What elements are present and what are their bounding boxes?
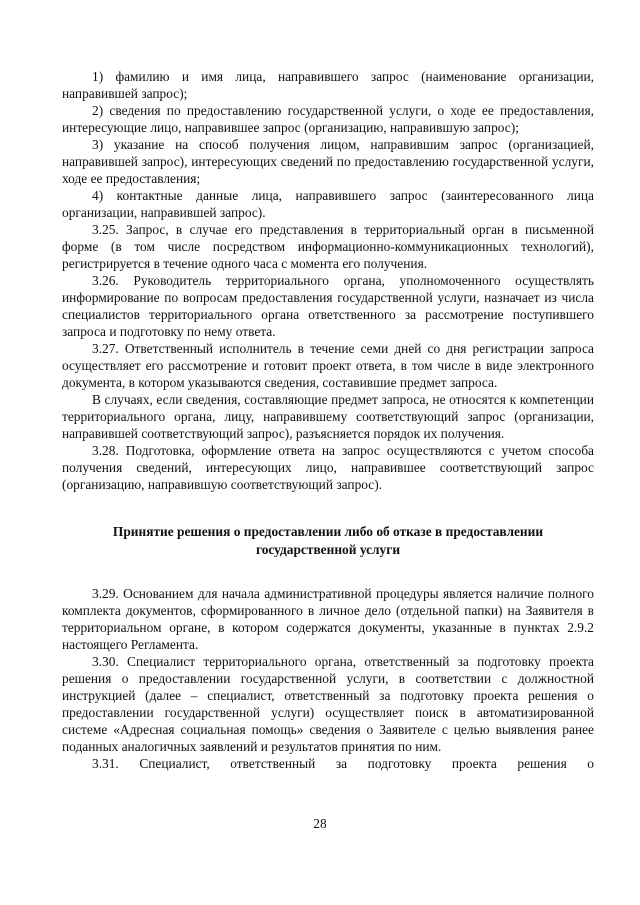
paragraph-3-30: 3.30. Специалист территориального органа, ответственный за подготовку проекта решения о предоставлении государственной услуги, в соответствии с должностной инструкцией (далее – специалист, ответственный за подготовку проекта решения о предоставлении государственной услуги) осуществляет поиск в автоматизированной системе «Адресная социальная помощь» сведения о Заявителе с целью выявления ранее поданных аналогичных заявлений и результатов принятия по ним.: [62, 654, 594, 754]
paragraph-3-31: 3.31. Специалист, ответственный за подготовку проекта решения о: [92, 756, 594, 771]
paragraph-item-3: 3) указание на способ получения лицом, направившим запрос (организацией, направившей запрос), интересующих сведений по предоставлению государственной услуги, ходе ее предоставления;: [62, 137, 594, 186]
paragraph-item-4: 4) контактные данные лица, направившего запрос (заинтересованного лица организации, направившей запрос).: [62, 188, 594, 220]
section-heading: Принятие решения о предоставлении либо об отказе в предоставлении государственной услуги: [112, 524, 544, 557]
document-page: [62, 68, 594, 772]
page-number: 28: [313, 816, 327, 831]
paragraph-3-25: 3.25. Запрос, в случае его представления в территориальный орган в письменной форме (в том числе посредством информационно-коммуникационных технологий), регистрируется в течение одного часа с момента его получения.: [62, 222, 594, 271]
paragraph-competence: В случаях, если сведения, составляющие предмет запроса, не относятся к компетенции территориального органа, лицу, направившему соответствующий запрос (организации, направившей соответствующий запрос), разъясняется порядок их получения.: [62, 392, 594, 441]
paragraph-3-27: 3.27. Ответственный исполнитель в течение семи дней со дня регистрации запроса осуществляет его рассмотрение и готовит проект ответа, в том числе в виде электронного документа, в котором указываются сведения, составившие предмет запроса.: [62, 341, 594, 390]
paragraph-item-2: 2) сведения по предоставлению государственной услуги, о ходе ее предоставления, интересующие лицо, направившее запрос (организацию, направившую запрос);: [62, 103, 594, 135]
paragraph-3-26: 3.26. Руководитель территориального органа, уполномоченного осуществлять информирование по вопросам предоставления государственной услуги, назначает из числа специалистов территориального органа ответственного за рассмотрение поступившего запроса и подготовку по нему ответа.: [62, 273, 594, 339]
paragraph-3-29: 3.29. Основанием для начала административной процедуры является наличие полного комплекта документов, сформированного в личное дело (отдельной папки) на Заявителя в территориальном органе, в котором содержатся документы, указанные в пунктах 2.9.2 настоящего Регламента.: [62, 586, 594, 652]
paragraph-item-1: 1) фамилию и имя лица, направившего запрос (наименование организации, направившей запрос);: [62, 69, 594, 101]
paragraph-3-28: 3.28. Подготовка, оформление ответа на запрос осуществляются с учетом способа получения сведений, интересующих лицо, направившее соответствующий запрос (организацию, направившую соответствующий запрос).: [62, 443, 594, 492]
